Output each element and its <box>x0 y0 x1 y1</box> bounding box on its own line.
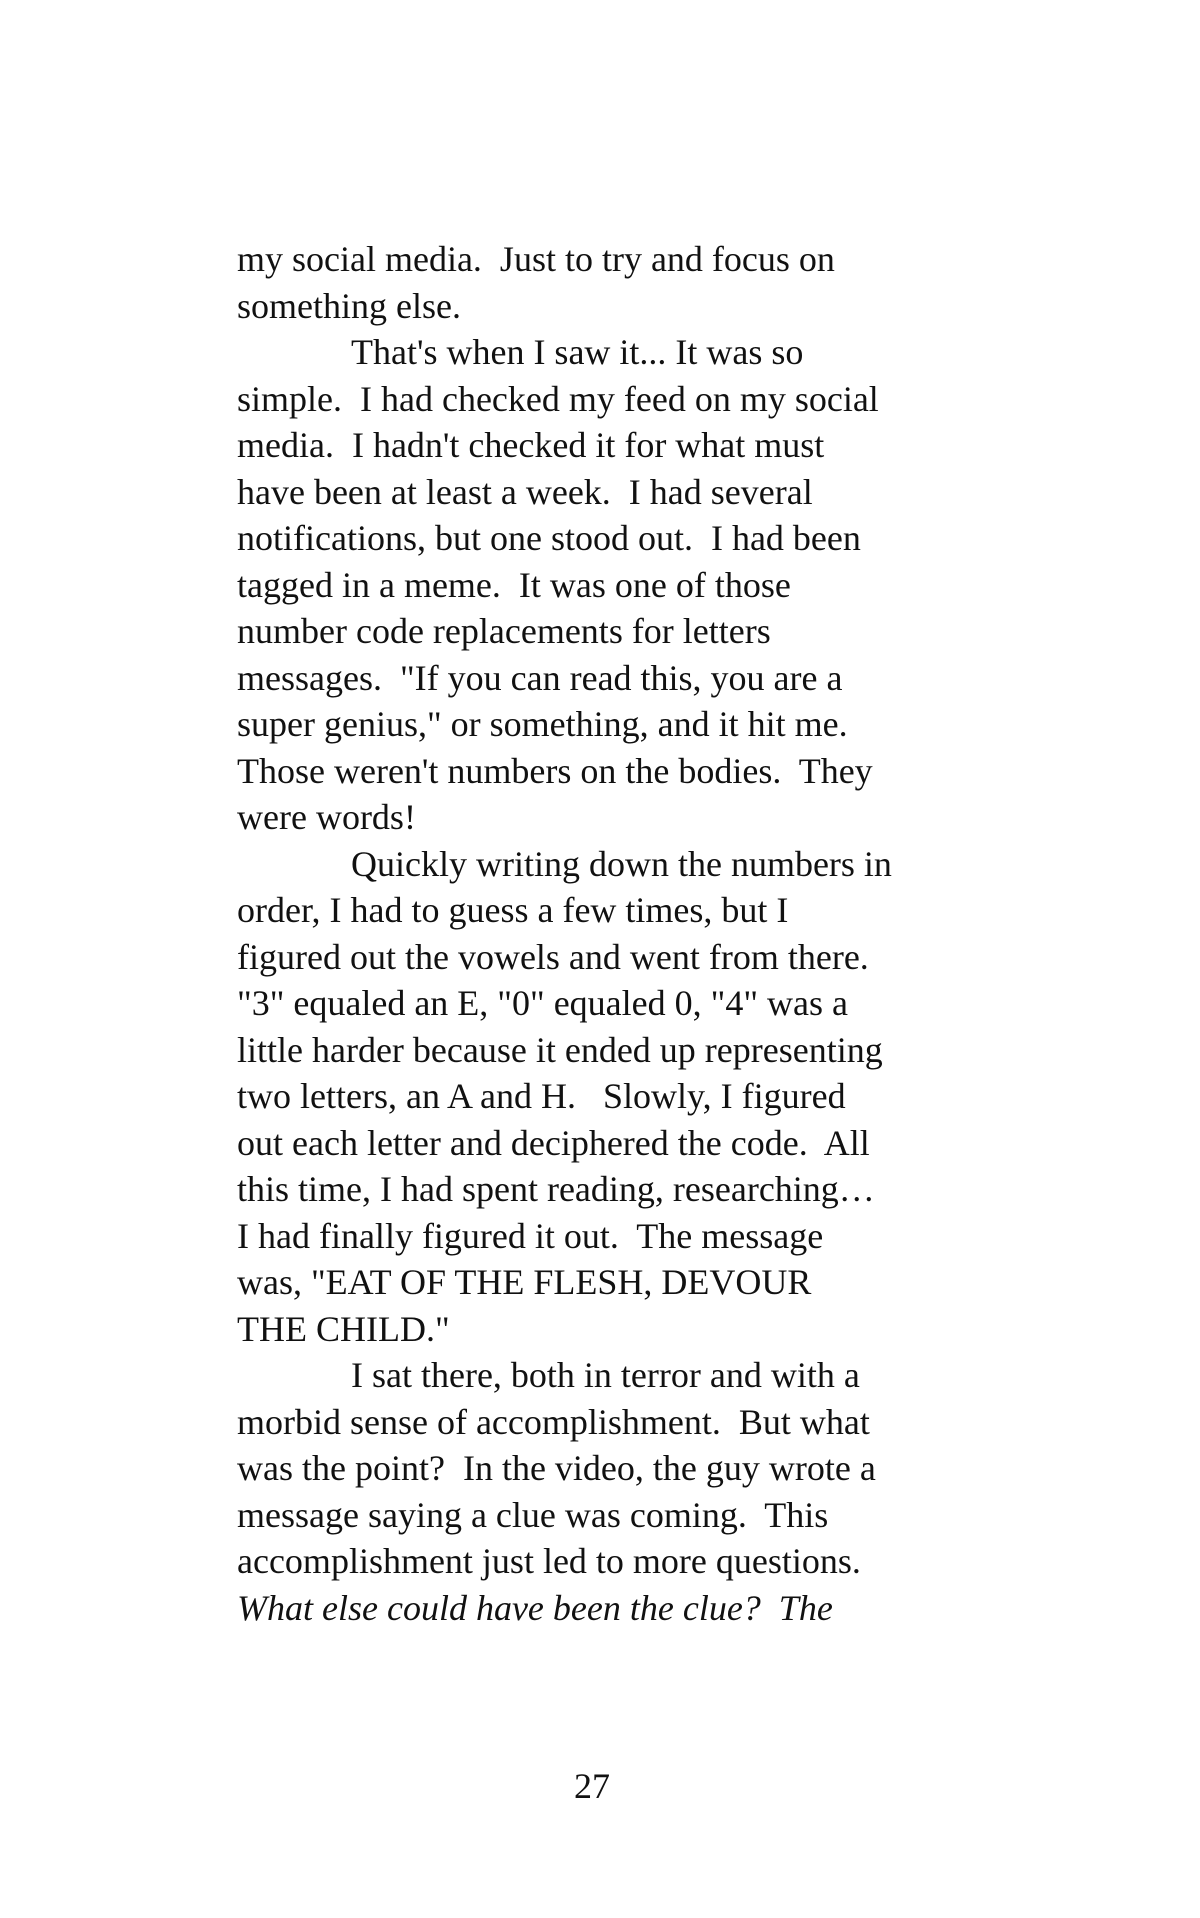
text-line: Those weren't numbers on the bodies. They <box>237 750 873 791</box>
text-line: morbid sense of accomplishment. But what <box>237 1401 870 1442</box>
text-line: That's when I saw it... It was so <box>351 332 804 372</box>
text-line: have been at least a week. I had several <box>237 471 813 512</box>
text-line: number code replacements for letters <box>237 611 771 651</box>
text-line: figured out the vowels and went from there. <box>237 936 869 977</box>
text-line: was, "EAT OF THE FLESH, DEVOUR <box>237 1262 812 1302</box>
text-line: were words! <box>237 797 416 837</box>
text-line: tagged in a meme. It was one of those <box>237 564 791 605</box>
text-line: message saying a clue was coming. This <box>237 1494 829 1535</box>
text-line: What else could have been the clue? The <box>237 1587 833 1628</box>
text-line: super genius," or something, and it hit me. <box>237 704 848 744</box>
text-line: out each letter and deciphered the code. All <box>237 1122 870 1163</box>
text-line: accomplishment just led to more questions. <box>237 1541 861 1581</box>
text-line: two letters, an A and H. Slowly, I figured <box>237 1076 846 1116</box>
text-line: was the point? In the video, the guy wrote a <box>237 1448 876 1488</box>
text-line: Quickly writing down the numbers in <box>351 843 892 884</box>
text-line: something else. <box>237 285 461 326</box>
text-line: simple. I had checked my feed on my social <box>237 378 879 419</box>
text-line: THE CHILD." <box>237 1308 450 1349</box>
text-line: I sat there, both in terror and with a <box>351 1355 860 1395</box>
text-line: messages. "If you can read this, you are a <box>237 657 843 698</box>
text-line: this time, I had spent reading, researching… <box>237 1169 875 1209</box>
page-number: 27 <box>574 1766 610 1806</box>
text-line: order, I had to guess a few times, but I <box>237 890 789 930</box>
text-line: "3" equaled an E, "0" equaled 0, "4" was a <box>237 983 848 1023</box>
text-line: media. I hadn't checked it for what must <box>237 425 825 465</box>
page-body <box>237 236 957 1631</box>
text-line: my social media. Just to try and focus on <box>237 239 835 279</box>
text-line: I had finally figured it out. The message <box>237 1215 824 1256</box>
text-line: little harder because it ended up representing <box>237 1029 883 1070</box>
text-line: notifications, but one stood out. I had been <box>237 518 861 558</box>
